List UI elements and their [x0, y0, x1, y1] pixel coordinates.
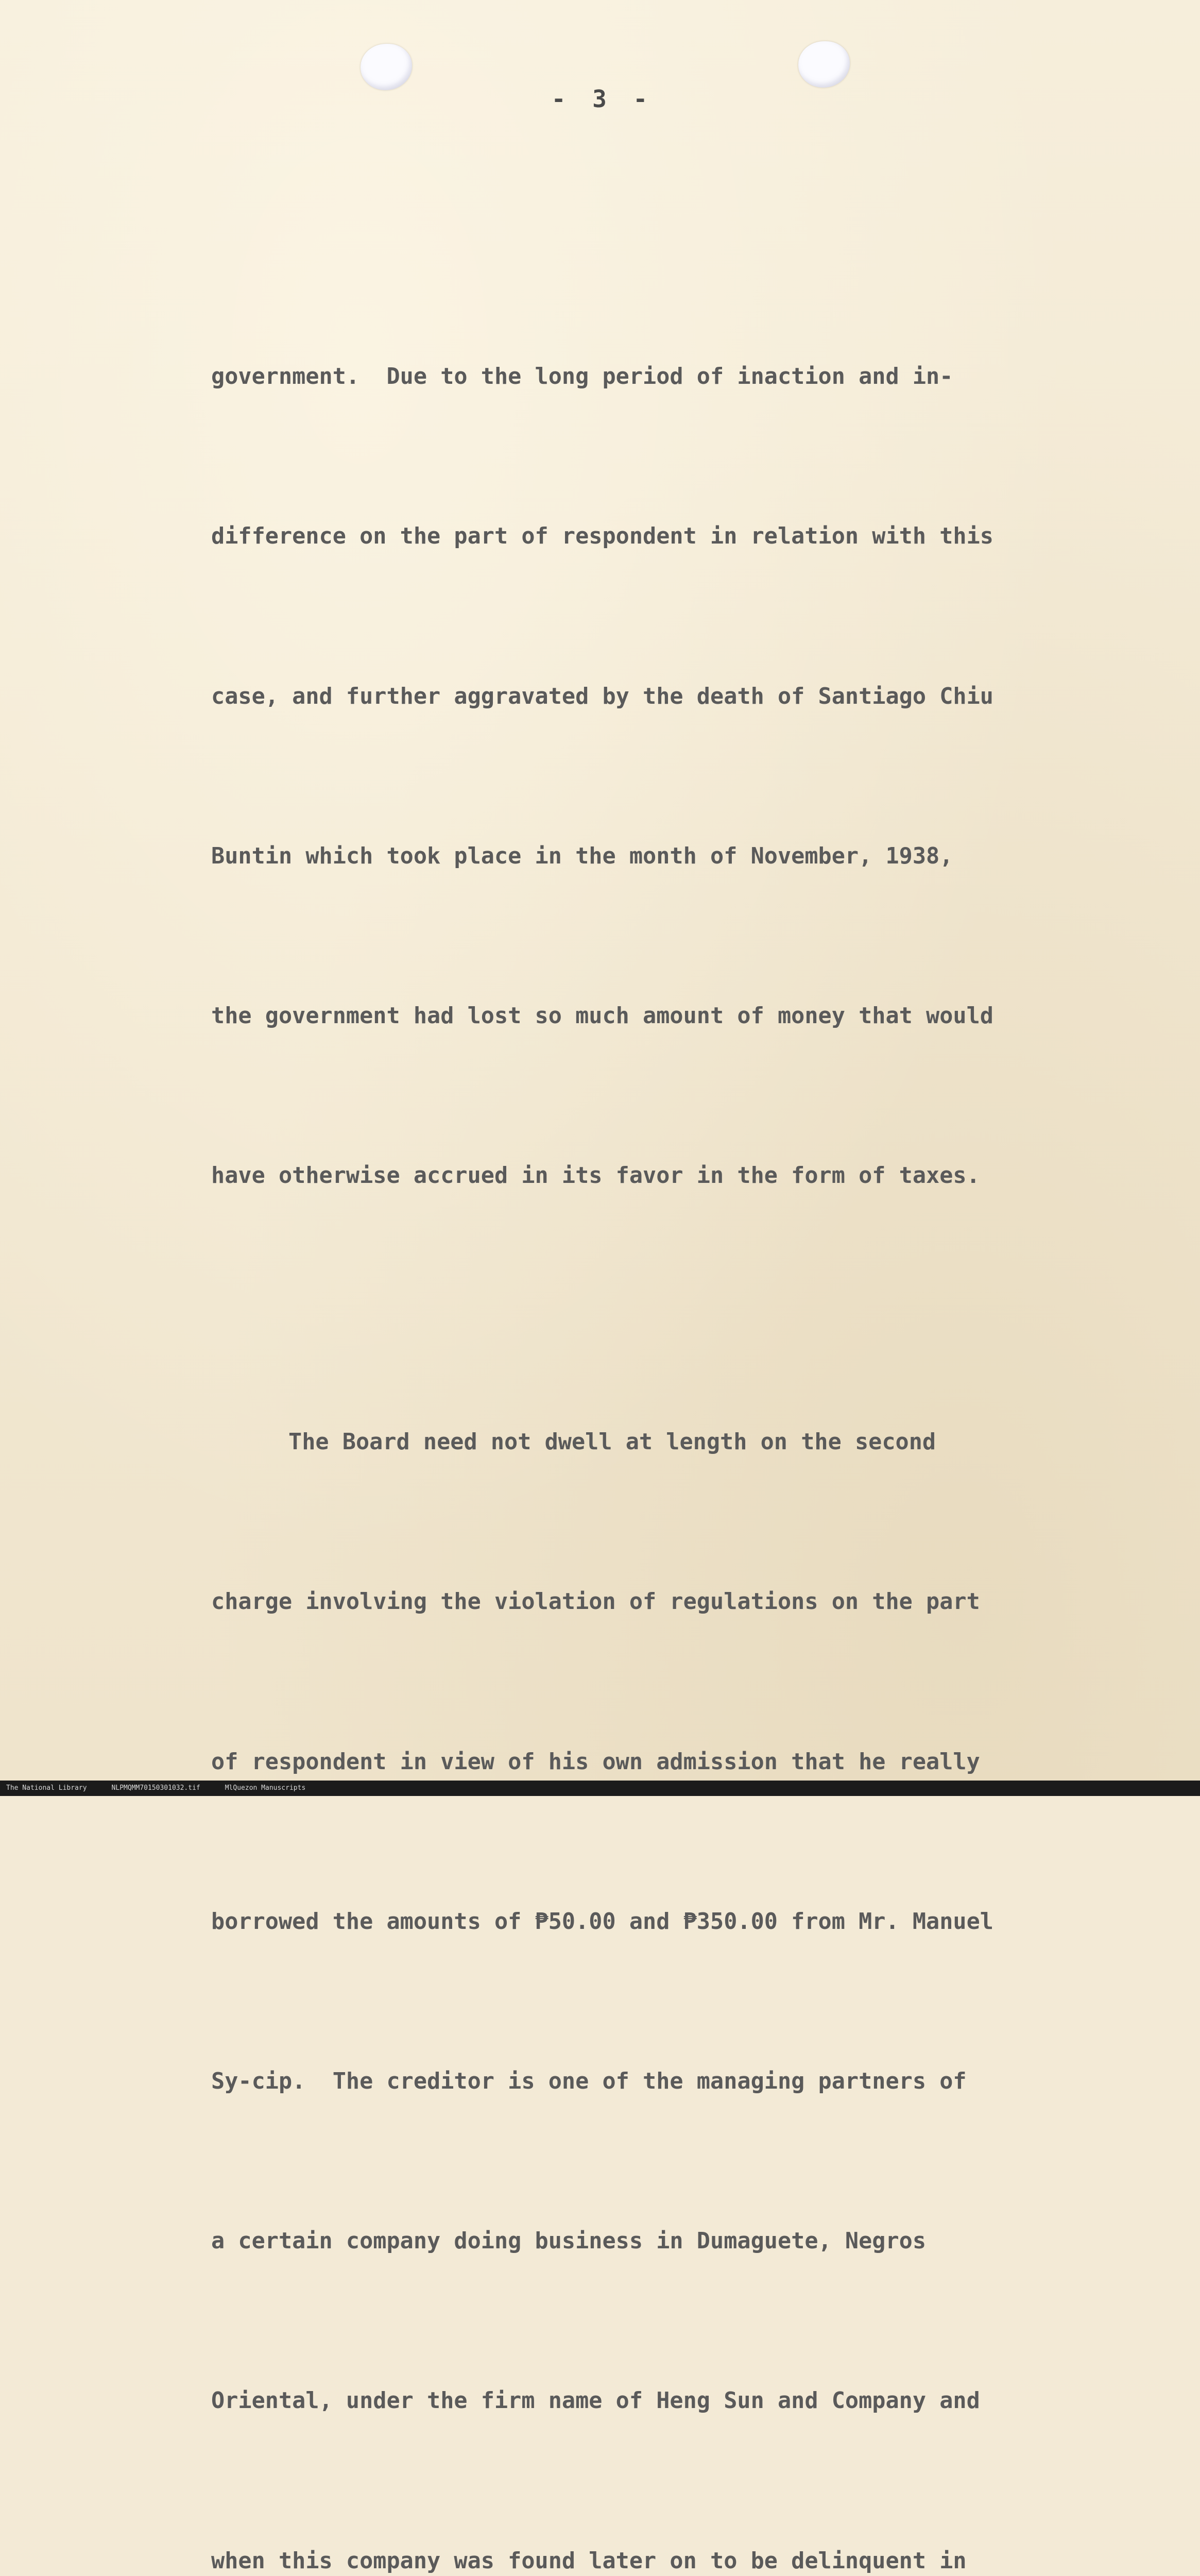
- text-line: borrowed the amounts of ₱50.00 and ₱350.00 from Mr. Manuel: [211, 1908, 993, 1935]
- page-number: - 3 -: [551, 85, 654, 113]
- footer-library: The National Library: [6, 1784, 87, 1792]
- text-line: when this company was found later on to be delinquent in: [211, 2548, 967, 2574]
- punch-hole-left: [361, 44, 412, 90]
- text-line: Buntin which took place in the month of November, 1938,: [211, 843, 953, 869]
- text-line: Sy-cip. The creditor is one of the managing partners of: [211, 2069, 967, 2095]
- text-line: difference on the part of respondent in relation with this: [211, 523, 993, 550]
- text-line: of respondent in view of his own admission that he really: [211, 1749, 980, 1775]
- text-line: charge involving the violation of regulations on the part: [211, 1589, 980, 1615]
- typed-text-body: [211, 191, 1128, 2576]
- footer-collection: MlQuezon Manuscripts: [225, 1784, 306, 1792]
- text-line: a certain company doing business in Dumaguete, Negros: [211, 2228, 927, 2255]
- text-line: case, and further aggravated by the death of Santiago Chiu: [211, 683, 993, 709]
- text-line-indented: The Board need not dwell at length on the second: [288, 1429, 936, 1455]
- text-line: have otherwise accrued in its favor in the form of taxes.: [211, 1163, 980, 1189]
- footer-filename: NLPMQMM70150301032.tif: [111, 1784, 200, 1792]
- text-line: Oriental, under the firm name of Heng Sun and Company and: [211, 2388, 980, 2414]
- punch-hole-right: [798, 41, 850, 88]
- text-line: the government had lost so much amount of money that would: [211, 1003, 993, 1029]
- scan-footer-bar: [0, 1781, 1200, 1796]
- text-line: government. Due to the long period of inaction and in-: [211, 364, 953, 390]
